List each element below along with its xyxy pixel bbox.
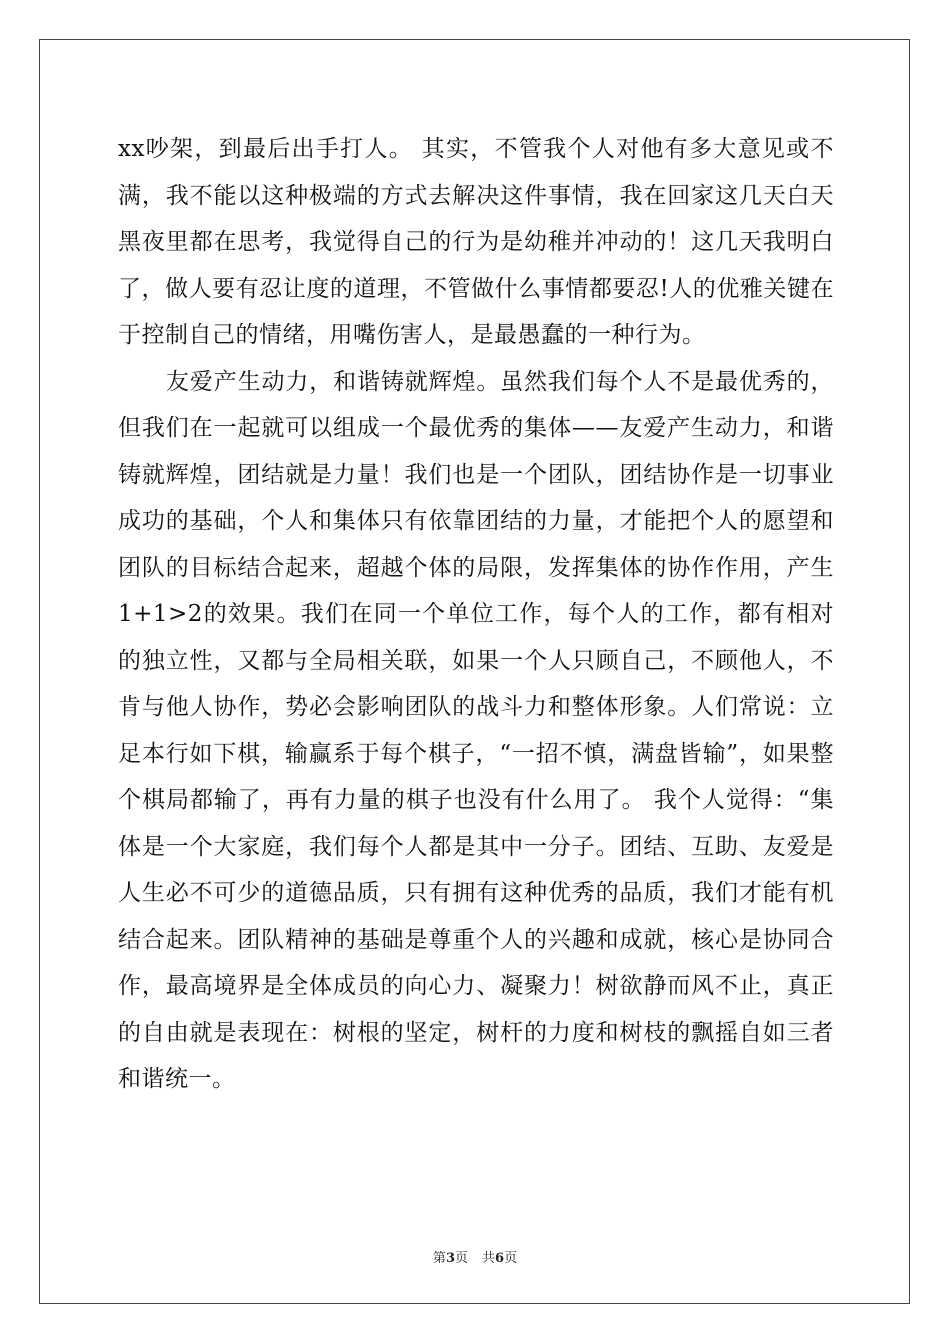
page-label-suffix: 页 bbox=[454, 1251, 468, 1266]
total-page-number: 6 bbox=[495, 1251, 505, 1266]
paragraph-1: xx吵架，到最后出手打人。 其实，不管我个人对他有多大意见或不满，我不能以这种极端的方式去解决这件事情，我在回家这几天白天黑夜里都在思考，我觉得自己的行为是幼稚并冲动的！这几天我明白了，做人要有忍让度的道理，不管做什么事情都要忍!人的优雅关键在于控制自己的情绪，用嘴伤害人，是最愚蠢的一种行为。 bbox=[118, 136, 834, 348]
current-page-number: 3 bbox=[445, 1251, 455, 1266]
total-label-suffix: 页 bbox=[504, 1251, 518, 1266]
document-body bbox=[118, 126, 834, 1103]
page-label-prefix: 第 bbox=[432, 1251, 446, 1266]
paragraph-2: 友爱产生动力，和谐铸就辉煌。虽然我们每个人不是最优秀的，但我们在一起就可以组成一个最优秀的集体——友爱产生动力，和谐铸就辉煌，团结就是力量！我们也是一个团队，团结协作是一切事业成功的基础，个人和集体只有依靠团结的力量，才能把个人的愿望和团队的目标结合起来，超越个体的局限，发挥集体的协作作用，产生1+1>2的效果。我们在同一个单位工作，每个人的工作，都有相对的独立性，又都与全局相关联，如果一个人只顾自己，不顾他人，不肯与他人协作，势必会影响团队的战斗力和整体形象。人们常说：立足本行如下棋，输赢系于每个棋子，“一招不慎，满盘皆输”，如果整个棋局都输了，再有力量的棋子也没有什么用了。 我个人觉得：“集体是一个大家庭，我们每个人都是其中一分子。团结、互助、友爱是人生必不可少的道德品质，只有拥有这种优秀的品质，我们才能有机结合起来。团队精神的基础是尊重个人的兴趣和成就，核心是协同合作，最高境界是全体成员的向心力、凝聚力！树欲静而风不止，真正的自由就是表现在：树根的坚定，树杆的力度和树枝的飘摇自如三者和谐统一。 bbox=[118, 368, 834, 1092]
total-label-prefix: 共 bbox=[482, 1251, 496, 1266]
page-footer bbox=[0, 1247, 950, 1266]
